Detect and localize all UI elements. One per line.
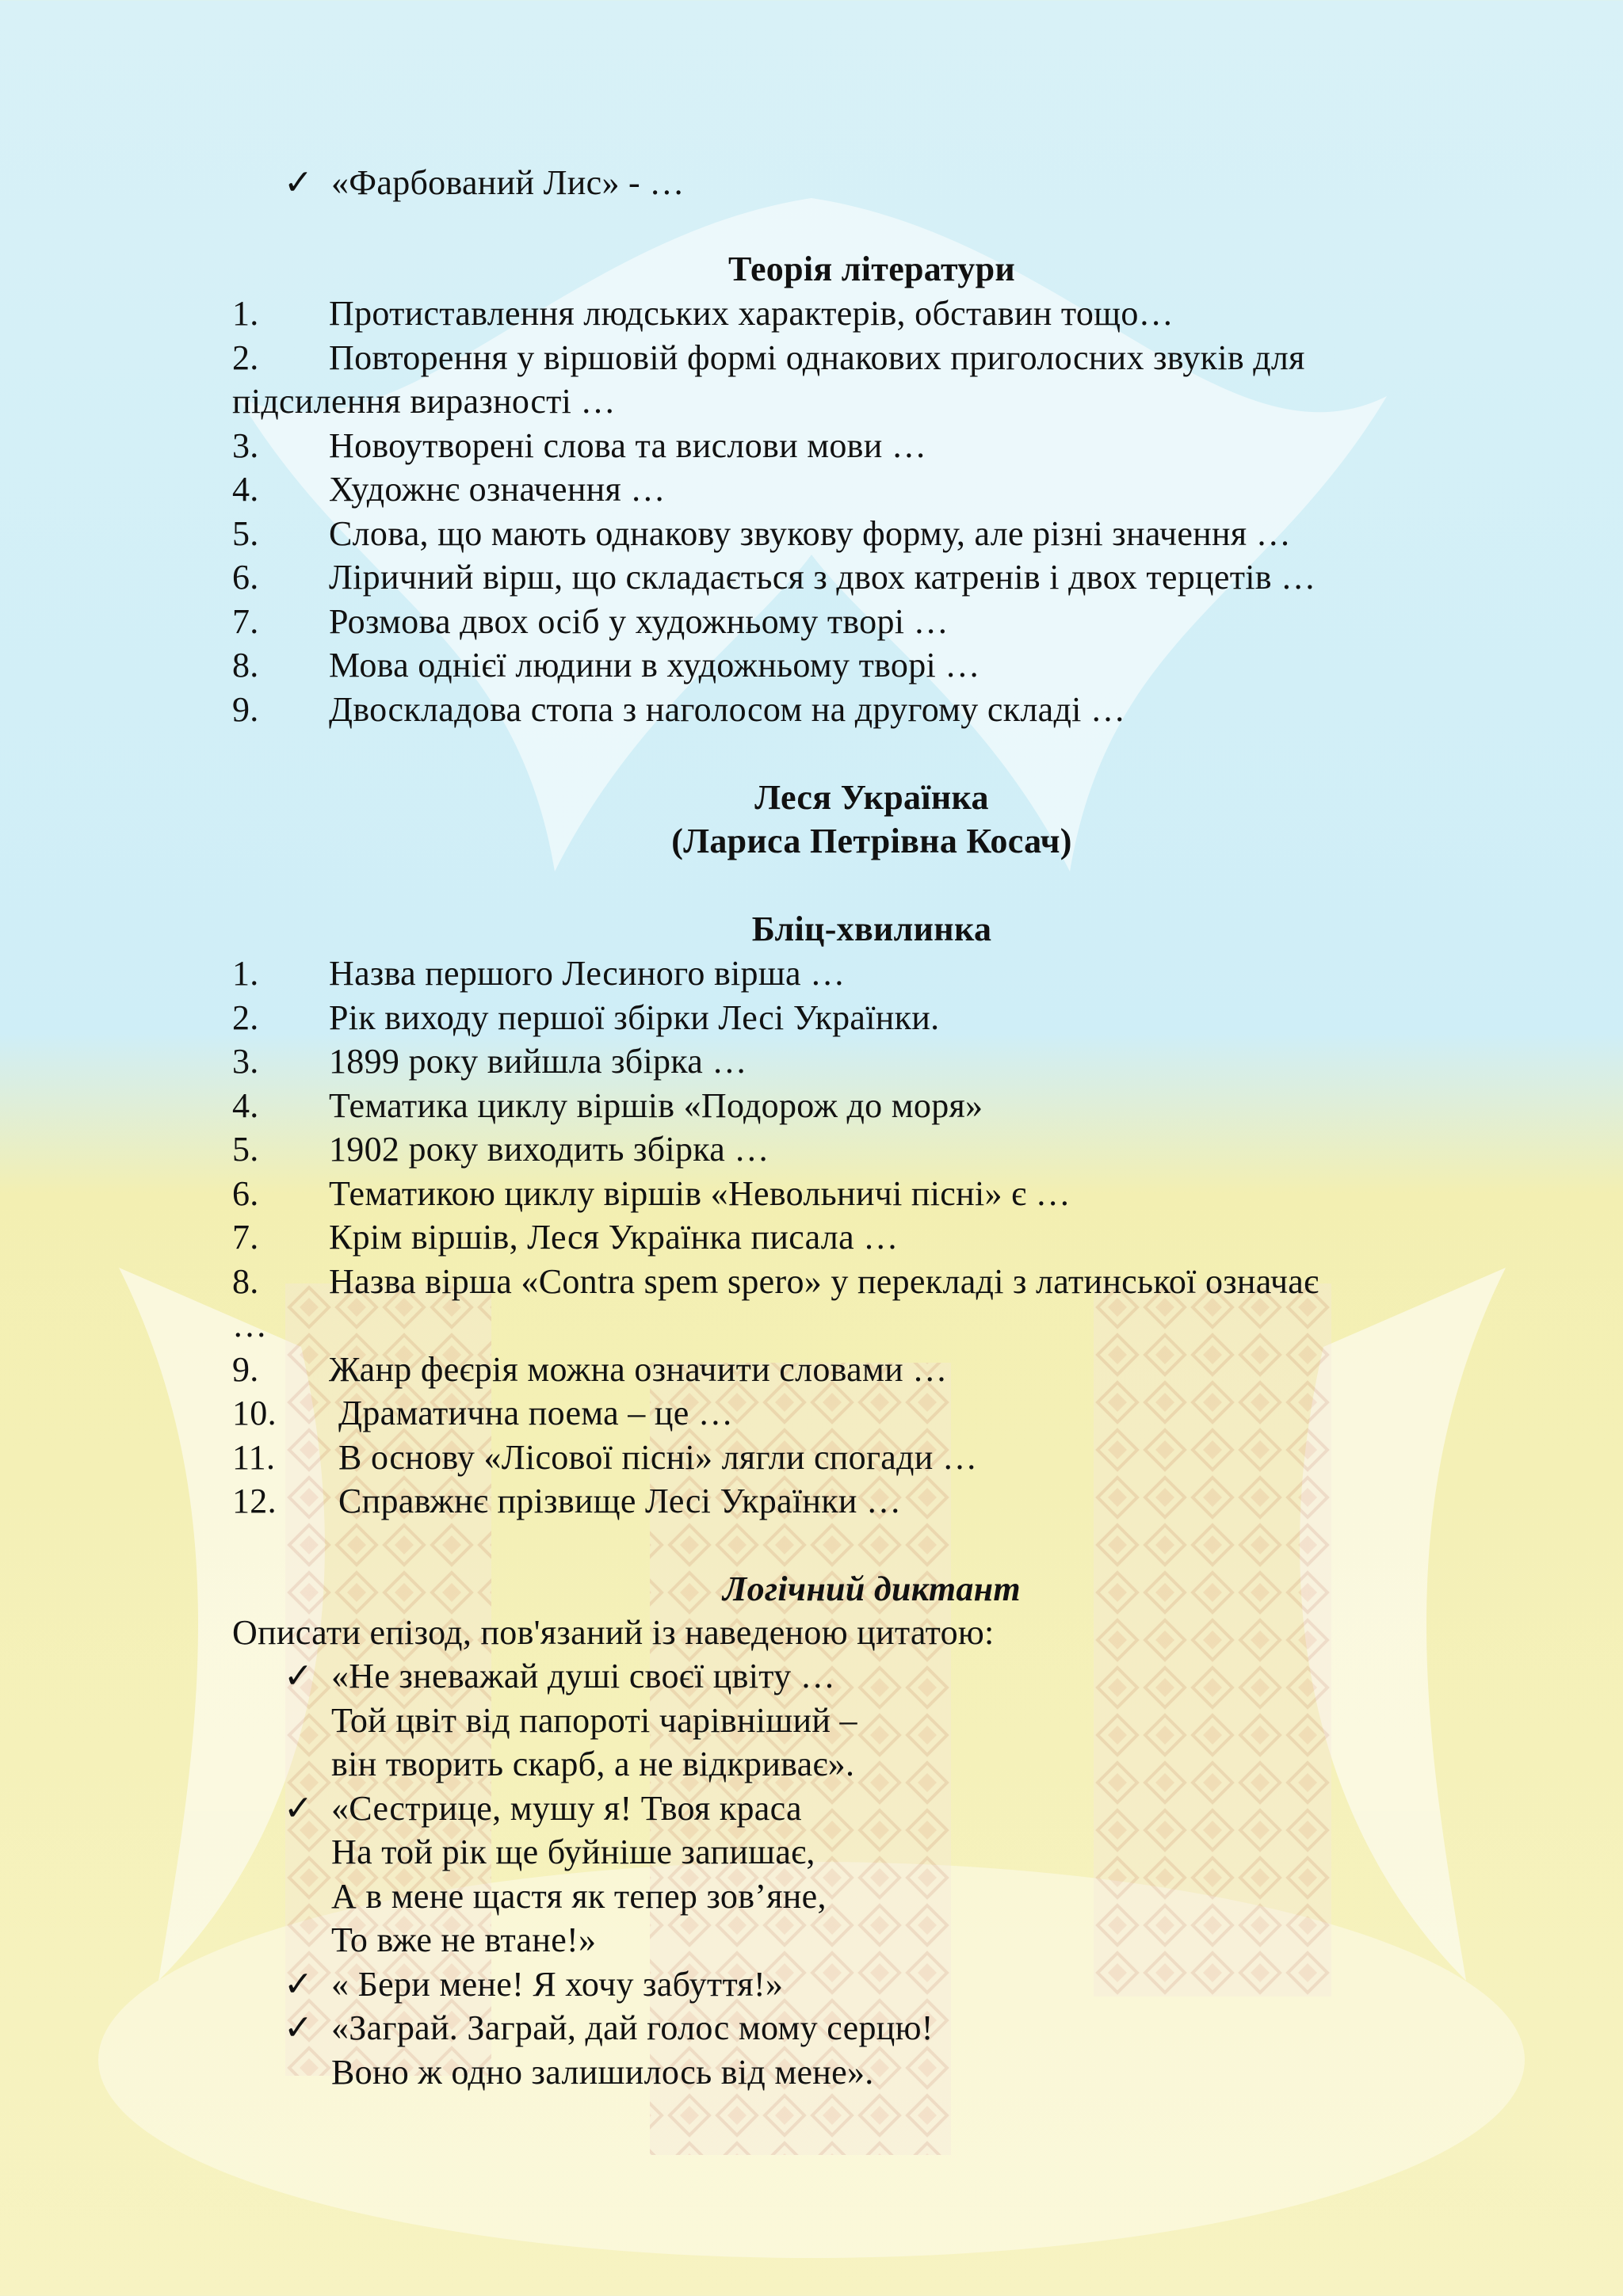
quote-line: «Не зневажай душі своєї цвіту … [331,1657,836,1695]
check-icon: ✓ [284,1657,313,1695]
blitz-item-text: Жанр феєрія можна означити словами … [329,1349,948,1389]
theory-item-number: 5. [232,513,259,553]
blitz-item-text: Назва вірша «Contra spem spero» у перекладі з латинської означає [329,1261,1319,1301]
blitz-item-number: 10. [232,1394,277,1432]
top-list-item: «Фарбований Лис» - … [331,163,685,202]
theory-item-text: Ліричний вірш, що складається з двох катренів і двох терцетів … [329,558,1316,597]
blitz-item-number: 3. [232,1042,259,1081]
dictation-intro: Описати епізод, пов'язаний із наведеною цитатою: [232,1613,995,1652]
quote-line: «Заграй. Заграй, дай голос мому серцю! [331,2008,934,2047]
blitz-item-text: Назва першого Лесиного вірша … [329,954,846,993]
theory-item-number: 1. [232,294,259,333]
blitz-item-text: Крім віршів, Леся Українка писала … [329,1218,899,1257]
theory-item-number: 3. [232,425,259,465]
author-name: Леся Українка [754,778,989,817]
theory-item-number: 7. [232,601,259,641]
blitz-item-number: 7. [232,1218,259,1257]
theory-item-text: Слова, що мають однакову звукову форму, але різні значення … [329,513,1291,553]
blitz-item-number: 4. [232,1085,259,1125]
blitz-item-number: 1. [232,954,259,993]
theory-item-text: Протиставлення людських характерів, обставин тощо… [329,294,1174,333]
blitz-item-text: Тематика циклу віршів «Подорож до моря» [329,1085,983,1125]
blitz-item-text: Рік виходу першої збірки Лесі Українки. [329,997,940,1037]
dictation-heading: Логічний диктант [723,1569,1021,1608]
quote-line: А в мене щастя як тепер зов’яне, [331,1876,827,1916]
blitz-item-text: В основу «Лісової пісні» лягли спогади … [338,1437,978,1477]
quote-line: То вже не втане!» [331,1920,597,1959]
theory-item-text: Повторення у віршовій формі однакових приголосних звуків для [329,338,1305,377]
quote-line: « Бери мене! Я хочу забуття!» [331,1964,784,2004]
blitz-item-text: 1899 року вийшла збірка … [329,1042,747,1081]
theory-item-text: Двоскладова стопа з наголосом на другому складі … [329,689,1126,729]
theory-heading: Теорія літератури [727,250,1016,288]
blitz-item-number: … [232,1306,268,1344]
theory-item-number: 6. [232,558,259,597]
check-icon: ✓ [284,163,313,202]
check-icon: ✓ [284,1964,313,2004]
quote-line: він творить скарб, а не відкриває». [331,1745,855,1783]
blitz-item-text: 1902 року виходить збірка … [329,1130,769,1169]
quote-line: Воно ж одно залишилось від мене». [331,2052,874,2092]
blitz-item-number: 8. [232,1261,259,1301]
blitz-item-number: 11. [232,1437,276,1477]
blitz-item-text: Справжнє прізвище Лесі Українки … [338,1482,902,1520]
check-icon: ✓ [284,1788,313,1828]
blitz-item-number: 6. [232,1173,259,1213]
check-icon: ✓ [284,2008,313,2047]
blitz-item-number: 9. [232,1349,259,1389]
theory-item-text: Розмова двох осіб у художньому творі … [329,601,949,641]
blitz-item-number: 12. [232,1482,277,1520]
blitz-heading: Бліц-хвилинка [751,910,992,948]
blitz-item-number: 2. [232,997,259,1037]
author-full-name: (Лариса Петрівна Косач) [671,822,1072,860]
blitz-item-number: 5. [232,1130,259,1169]
theory-item-number: 8. [232,646,259,685]
theory-item-text: Мова однієї людини в художньому творі … [329,646,980,685]
quote-line: На той рік ще буйніше запишає, [331,1833,815,1871]
blitz-item-text: Тематикою циклу віршів «Невольничі пісні» є … [329,1173,1071,1213]
blitz-item-text: Драматична поема – це … [338,1394,734,1432]
quote-line: «Сестрице, мушу я! Твоя краса [331,1788,802,1828]
theory-item-text: Художнє означення … [329,470,666,509]
theory-item-text: підсилення виразності … [232,382,616,421]
theory-item-number: 2. [232,338,259,377]
theory-item-number: 4. [232,470,259,509]
theory-item-text: Новоутворені слова та вислови мови … [329,425,927,465]
theory-item-number: 9. [232,689,259,729]
quote-line: Той цвіт від папороті чарівніший – [331,1700,857,1740]
